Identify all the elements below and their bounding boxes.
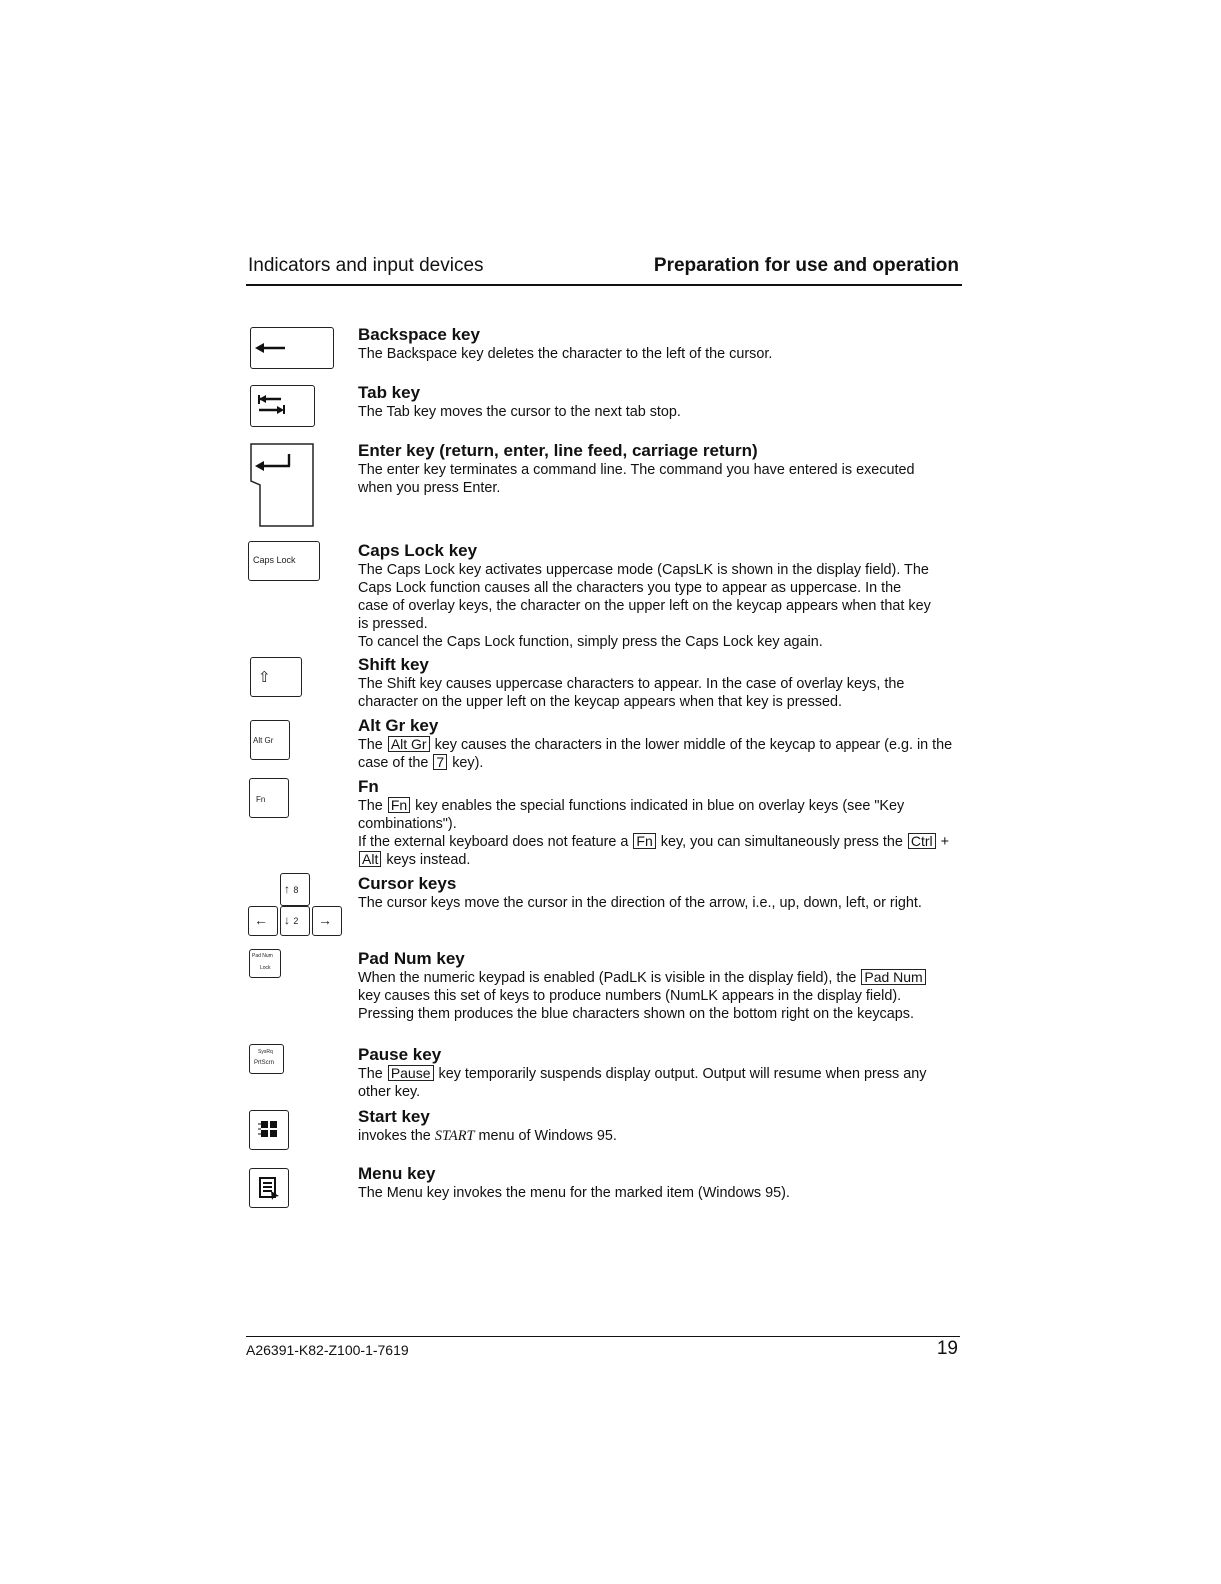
entry-title: Enter key (return, enter, line feed, carriage return) xyxy=(358,441,758,460)
entry-pause xyxy=(358,1045,958,1101)
pause-sysrq-label: SysRq xyxy=(258,1049,273,1055)
entry-start xyxy=(358,1107,958,1145)
right-arrow-icon: → xyxy=(318,912,332,928)
up-arrow-icon: ↑ 8 xyxy=(284,882,299,896)
text: If the external keyboard does not feature a xyxy=(358,834,629,850)
text: When the numeric keypad is enabled (PadLK is visible in the display field), the xyxy=(358,970,857,986)
entry-body xyxy=(358,1127,958,1145)
windows-logo-icon xyxy=(258,1119,280,1141)
entry-body xyxy=(358,1065,938,1101)
down-arrow-icon: ↓ 2 xyxy=(284,913,299,927)
entry-body xyxy=(358,797,948,833)
keycap-alt-gr: Alt Gr xyxy=(388,736,430,752)
tab-key-icon xyxy=(250,385,315,427)
entry-body: The cursor keys move the cursor in the direction of the arrow, i.e., up, down, left, or right. xyxy=(358,895,922,911)
entry-enter xyxy=(358,441,958,497)
entry-body-note xyxy=(358,833,953,869)
entry-caps-lock xyxy=(358,541,958,651)
menu-key-icon xyxy=(249,1168,289,1208)
entry-title: Fn xyxy=(358,777,379,796)
entry-body: The Shift key causes uppercase characters to appear. In the case of overlay keys, the character on the upper left on the keycap appears when that key is pressed. xyxy=(358,676,905,710)
entry-title: Alt Gr key xyxy=(358,716,439,735)
text: menu of Windows 95. xyxy=(478,1128,617,1144)
left-arrow-icon: ← xyxy=(254,912,268,928)
tab-arrows-icon xyxy=(257,392,293,420)
footer-rule xyxy=(246,1336,960,1337)
pad-num-key-label: Pad Num xyxy=(252,953,273,959)
backspace-key-icon xyxy=(250,327,334,369)
start-menu-name: START xyxy=(434,1128,475,1144)
header-section-title: Indicators and input devices xyxy=(248,255,484,276)
start-key-icon xyxy=(249,1110,289,1150)
menu-document-icon xyxy=(258,1176,280,1200)
text: The xyxy=(358,1066,383,1082)
entry-body: The Caps Lock key activates uppercase mode (CapsLK is shown in the display field). The Caps Lock function causes all the characters you type to appear as uppercase. In the case of overlay keys, the character on the upper left on the keycap appears when that key is pressed. xyxy=(358,562,931,632)
alt-gr-key-icon xyxy=(250,720,290,760)
keycap-fn: Fn xyxy=(633,833,655,849)
entry-body-note: To cancel the Caps Lock function, simply press the Caps Lock key again. xyxy=(358,634,823,650)
text: The xyxy=(358,737,383,753)
header-chapter-title: Preparation for use and operation xyxy=(653,255,959,276)
entry-title: Start key xyxy=(358,1107,430,1126)
keycap-pause: Pause xyxy=(388,1065,434,1081)
shift-key-icon xyxy=(250,657,302,697)
keycap-7: 7 xyxy=(433,754,447,770)
left-arrow-icon xyxy=(255,340,295,360)
entry-title: Backspace key xyxy=(358,325,480,344)
plus: + xyxy=(940,834,950,850)
enter-key-icon xyxy=(249,441,319,531)
caps-lock-key-label: Caps Lock xyxy=(253,555,296,565)
cursor-down-key-icon xyxy=(280,906,310,936)
entry-title: Pause key xyxy=(358,1045,442,1064)
text: key). xyxy=(452,755,484,771)
entry-body: The Tab key moves the cursor to the next tab stop. xyxy=(358,404,681,420)
text: key enables the special functions indicated in blue on overlay keys (see "Key combinations"). xyxy=(358,798,905,832)
cursor-left-key-icon xyxy=(248,906,278,936)
entry-body: The enter key terminates a command line. The command you have entered is executed when you press Enter. xyxy=(358,462,915,496)
entry-title: Caps Lock key xyxy=(358,541,478,560)
entry-cursor-keys xyxy=(358,874,958,912)
caps-lock-key-icon xyxy=(248,541,320,581)
entry-title: Pad Num key xyxy=(358,949,465,968)
entry-tab xyxy=(358,383,958,421)
cursor-up-key-icon xyxy=(280,873,310,906)
entry-title: Shift key xyxy=(358,655,429,674)
fn-key-icon xyxy=(249,778,289,818)
pause-key-icon xyxy=(249,1044,284,1074)
text: key causes this set of keys to produce numbers (NumLK appears in the display field). Pressing them produces the blue characters shown on the bottom right on the keycaps. xyxy=(358,988,914,1022)
keycap-alt: Alt xyxy=(359,851,381,867)
text: invokes the xyxy=(358,1128,431,1144)
pad-num-key-icon xyxy=(249,949,281,978)
entry-title: Tab key xyxy=(358,383,421,402)
keycap-pad-num: Pad Num xyxy=(861,969,925,985)
entry-alt-gr xyxy=(358,716,958,772)
alt-gr-key-label: Alt Gr xyxy=(253,736,274,745)
shift-up-arrow-icon: ⇧ xyxy=(258,669,271,686)
entry-fn xyxy=(358,777,958,869)
entry-title: Cursor keys xyxy=(358,874,457,893)
text: The xyxy=(358,798,383,814)
text: keys instead. xyxy=(386,852,471,868)
entry-body: The Backspace key deletes the character to the left of the cursor. xyxy=(358,346,773,362)
text: key temporarily suspends display output. Output will resume when press any other key. xyxy=(358,1066,927,1100)
entry-body xyxy=(358,969,953,1023)
pad-num-lock-label: Lock xyxy=(260,965,271,971)
text: key, you can simultaneously press the xyxy=(660,834,903,850)
page-number: 19 xyxy=(936,1338,958,1359)
entry-shift xyxy=(358,655,958,711)
entry-title: Menu key xyxy=(358,1164,436,1183)
fn-key-label: Fn xyxy=(256,795,266,804)
entry-backspace xyxy=(358,325,958,363)
document-id: A26391-K82-Z100-1-7619 xyxy=(246,1342,409,1358)
entry-menu xyxy=(358,1164,958,1202)
text: key causes the characters in the lower middle of the keycap to appear (e.g. in the case of the xyxy=(358,737,953,771)
cursor-right-key-icon xyxy=(312,906,342,936)
pause-prtscrn-label: PrtScrn xyxy=(254,1060,275,1066)
keycap-fn: Fn xyxy=(388,797,410,813)
keycap-ctrl: Ctrl xyxy=(908,833,936,849)
entry-body xyxy=(358,736,953,772)
entry-pad-num xyxy=(358,949,958,1023)
entry-body: The Menu key invokes the menu for the marked item (Windows 95). xyxy=(358,1185,790,1201)
header-rule xyxy=(246,284,962,286)
